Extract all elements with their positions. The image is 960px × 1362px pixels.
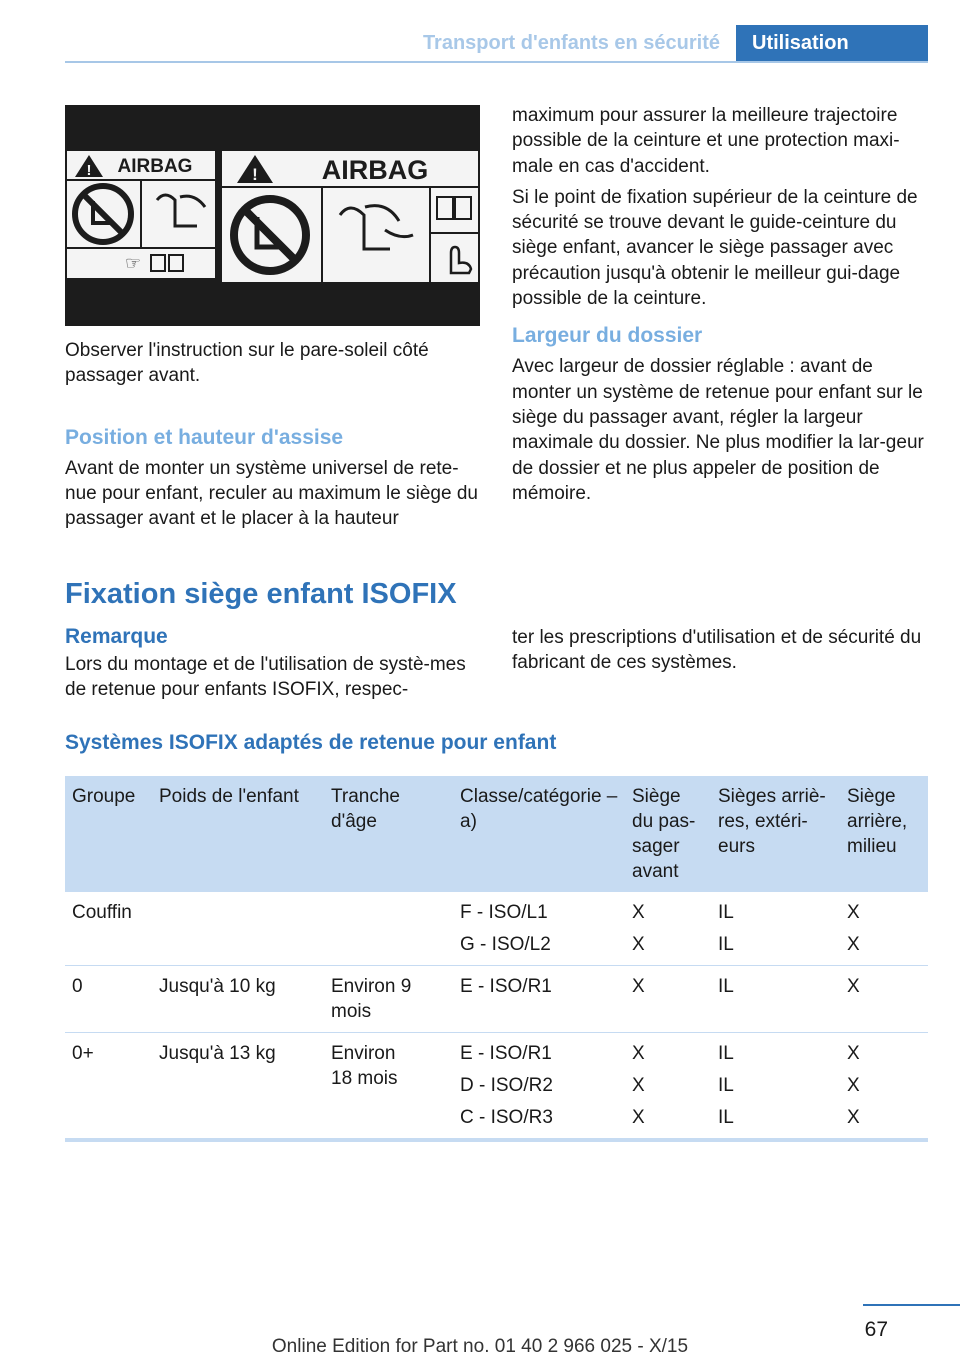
rear-outer-value: IL <box>718 1107 734 1128</box>
front-value: X <box>632 976 645 997</box>
rear-middle-value: X <box>847 902 860 923</box>
col-header-front-seat: Siège du pas‐sager avant <box>625 776 711 892</box>
large-airbag-label: AIRBAG <box>321 155 429 185</box>
rear-outer-value: IL <box>718 902 734 923</box>
cell-group: 0 <box>72 976 83 997</box>
class-value: C - ISO/R3 <box>460 1107 553 1128</box>
belt-trajectory-text: maximum pour assurer la meilleure trajectoire possible de la ceinture et une protection maxi‐male en cas d'accident. <box>512 105 900 177</box>
cell-rear-middle <box>840 892 928 966</box>
isofix-section-title: Fixation siège enfant ISOFIX <box>65 578 457 610</box>
svg-text:!: ! <box>86 162 92 179</box>
cell-rear-outer <box>711 1033 840 1141</box>
remark-text-right: ter les prescriptions d'utilisation et de sécurité du fabricant de ces systèmes. <box>512 627 922 674</box>
cell-group: Couffin <box>72 902 132 923</box>
rear-outer-value: IL <box>718 934 734 955</box>
cell-class <box>453 892 625 966</box>
cell-age: Environ 9 mois <box>331 976 412 1022</box>
table-header-row <box>65 776 928 892</box>
upper-anchor-text: Si le point de fixation supérieur de la ceinture de sécurité se trouve devant le guide-ceinture du siège enfant, avancer le siège passager avec précaution jusqu'à obtenir le meilleur gui‐dage possible de la ceinture. <box>512 186 918 310</box>
class-value: D - ISO/R2 <box>460 1075 553 1096</box>
cell-age: Environ 18 mois <box>331 1043 398 1089</box>
figure-caption: Observer l'instruction sur le pare-soleil côté passager avant. <box>65 340 429 387</box>
airbag-label-photo <box>65 105 480 326</box>
header-chapter-tab[interactable]: Utilisation <box>736 25 928 63</box>
rear-middle-value: X <box>847 934 860 955</box>
backrest-width-heading: Largeur du dossier <box>512 324 703 348</box>
cell-age <box>324 892 453 966</box>
cell-weight: Jusqu'à 10 kg <box>159 976 276 997</box>
rear-middle-value: X <box>847 976 860 997</box>
cell-rear-middle <box>840 966 928 1033</box>
cell-class <box>453 1033 625 1141</box>
col-header-age: Tranche d'âge <box>324 776 453 892</box>
rear-middle-value: X <box>847 1043 860 1064</box>
edition-footer: Online Edition for Part no. 01 40 2 966 025 - X/15 <box>271 1336 689 1357</box>
cell-rear-outer <box>711 892 840 966</box>
hand-pointer-icon: ☞ <box>125 253 142 273</box>
col-header-group: Groupe <box>65 776 152 892</box>
rear-outer-value: IL <box>718 1043 734 1064</box>
front-value: X <box>632 902 645 923</box>
cell-rear-middle <box>840 1033 928 1141</box>
page-number: 67 <box>864 1318 888 1341</box>
rear-middle-value: X <box>847 1075 860 1096</box>
svg-text:!: ! <box>252 165 258 184</box>
isofix-table-title: Systèmes ISOFIX adaptés de retenue pour enfant <box>65 731 557 754</box>
small-airbag-label: AIRBAG <box>117 156 193 177</box>
cell-front-seat <box>625 1033 711 1141</box>
remark-text-left: Lors du montage et de l'utilisation de systè‐mes de retenue pour enfants ISOFIX, respec‐ <box>65 654 466 701</box>
rear-middle-value: X <box>847 1107 860 1128</box>
col-header-weight: Poids de l'enfant <box>152 776 324 892</box>
col-header-rear-middle: Siège arrière, milieu <box>840 776 928 892</box>
remark-heading: Remarque <box>65 625 168 648</box>
col-header-rear-outer: Sièges arriè‐res, extéri‐eurs <box>711 776 840 892</box>
backrest-width-text: Avec largeur de dossier réglable : avant de monter un système de retenue pour enfant sur le siège du passager avant, régler la largeur maximale du dossier. Ne plus modifier la lar‐geur de dossier et ne plus appeler de position de mémoire. <box>512 356 924 504</box>
header-section-title: Transport d'enfants en sécurité <box>422 32 720 54</box>
cell-group: 0+ <box>72 1043 94 1064</box>
col-header-class: Classe/catégorie – a) <box>453 776 625 892</box>
cell-weight <box>152 892 324 966</box>
seat-position-heading: Position et hauteur d'assise <box>65 425 344 449</box>
class-value: G - ISO/L2 <box>460 934 551 955</box>
cell-front-seat <box>625 966 711 1033</box>
rear-outer-value: IL <box>718 976 734 997</box>
page-number-rule <box>863 1304 960 1306</box>
table-row <box>65 892 928 966</box>
cell-weight: Jusqu'à 13 kg <box>159 1043 276 1064</box>
table-row <box>65 1033 928 1141</box>
front-value: X <box>632 1107 645 1128</box>
isofix-table <box>65 776 928 1142</box>
header-rule <box>65 61 928 63</box>
small-airbag-sticker <box>67 151 215 278</box>
large-airbag-sticker <box>222 151 478 282</box>
seat-position-text: Avant de monter un système universel de rete‐nue pour enfant, reculer au maximum le siège du passager avant et le placer à la hauteur <box>65 457 478 530</box>
front-value: X <box>632 934 645 955</box>
front-value: X <box>632 1075 645 1096</box>
cell-front-seat <box>625 892 711 966</box>
class-value: E - ISO/R1 <box>460 1043 552 1064</box>
table-row <box>65 966 928 1033</box>
rear-outer-value: IL <box>718 1075 734 1096</box>
front-value: X <box>632 1043 645 1064</box>
cell-rear-outer <box>711 966 840 1033</box>
class-value: E - ISO/R1 <box>460 976 552 997</box>
cell-class <box>453 966 625 1033</box>
class-value: F - ISO/L1 <box>460 902 548 923</box>
